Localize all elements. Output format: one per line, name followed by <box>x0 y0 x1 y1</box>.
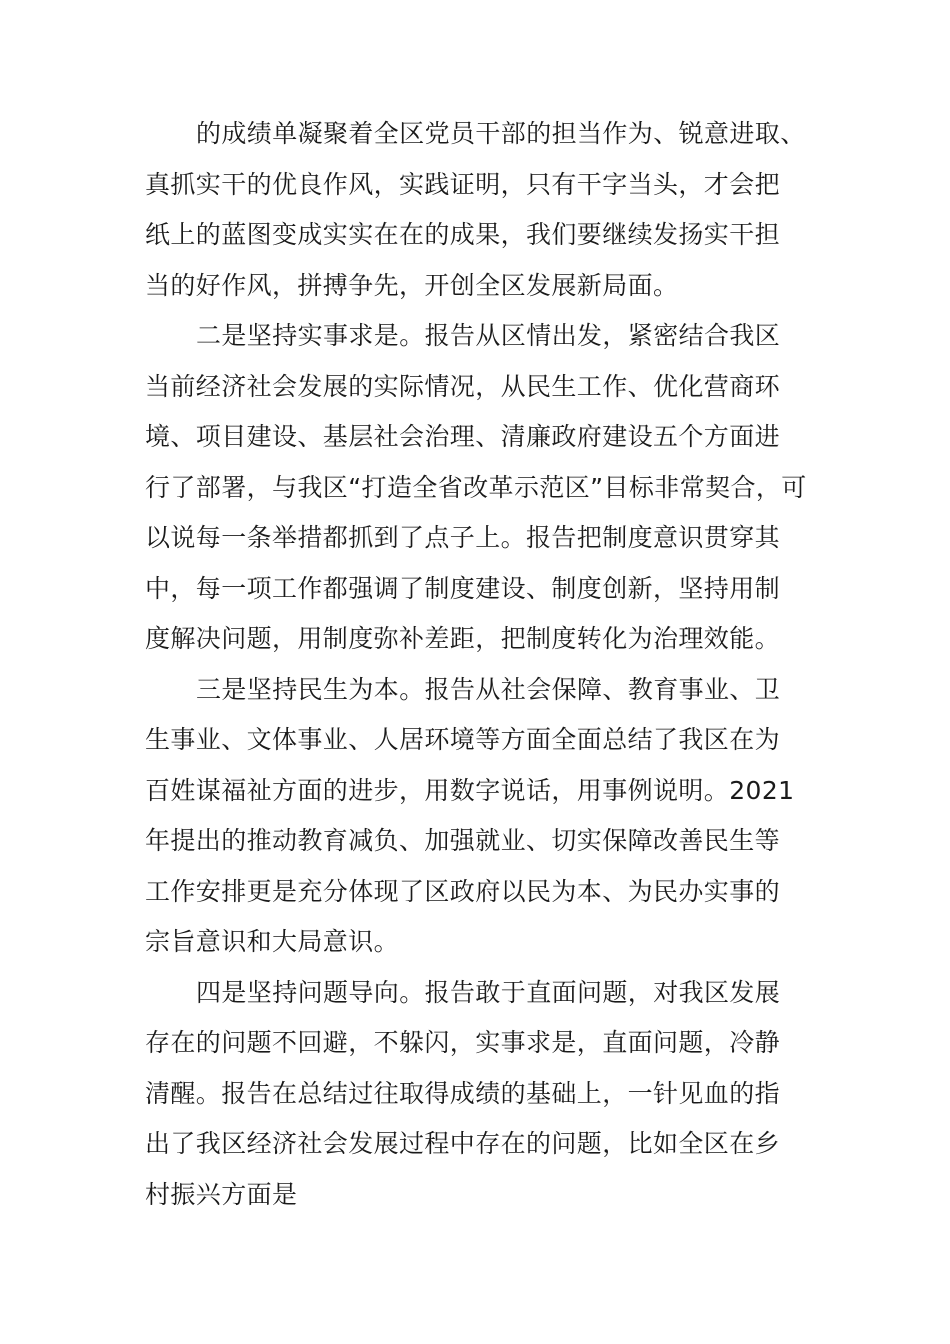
text-line: 真抓实干的优良作风，实践证明，只有干字当头，才会把 <box>145 170 781 199</box>
text-line: 清醒。报告在总结过往取得成绩的基础上，一针见血的指 <box>145 1079 781 1108</box>
text-line: 度解决问题，用制度弥补差距，把制度转化为治理效能。 <box>145 624 781 653</box>
text-line: 年提出的推动教育减负、加强就业、切实保障改善民生等 <box>145 826 781 855</box>
text-line: 行了部署，与我区“打造全省改革示范区”目标非常契合，可 <box>145 473 807 502</box>
text-line: 纸上的蓝图变成实实在在的成果，我们要继续发扬实干担 <box>145 220 781 249</box>
text-line: 的成绩单凝聚着全区党员干部的担当作为、锐意进取、 <box>196 119 806 148</box>
text-line: 村振兴方面是 <box>145 1180 298 1209</box>
text-line: 出了我区经济社会发展过程中存在的问题，比如全区在乡 <box>145 1129 781 1158</box>
text-line: 四是坚持问题导向。报告敢于直面问题，对我区发展 <box>196 978 781 1007</box>
text-line: 宗旨意识和大局意识。 <box>145 927 400 956</box>
text-line: 工作安排更是充分体现了区政府以民为本、为民办实事的 <box>145 877 781 906</box>
text-line: 境、项目建设、基层社会治理、清廉政府建设五个方面进 <box>145 422 781 451</box>
text-line: 生事业、文体事业、人居环境等方面全面总结了我区在为 <box>145 725 781 754</box>
text-line: 三是坚持民生为本。报告从社会保障、教育事业、卫 <box>196 675 781 704</box>
text-line: 以说每一条举措都抓到了点子上。报告把制度意识贯穿其 <box>145 523 781 552</box>
text-line: 当前经济社会发展的实际情况，从民生工作、优化营商环 <box>145 372 781 401</box>
text-line: 中，每一项工作都强调了制度建设、制度创新，坚持用制 <box>145 574 781 603</box>
text-line: 存在的问题不回避，不躲闪，实事求是，直面问题，冷静 <box>145 1028 781 1057</box>
text-line: 二是坚持实事求是。报告从区情出发，紧密结合我区 <box>196 321 781 350</box>
text-line: 当的好作风，拼搏争先，开创全区发展新局面。 <box>145 271 679 300</box>
text-line: 百姓谋福祉方面的进步，用数字说话，用事例说明。2021 <box>145 776 795 805</box>
